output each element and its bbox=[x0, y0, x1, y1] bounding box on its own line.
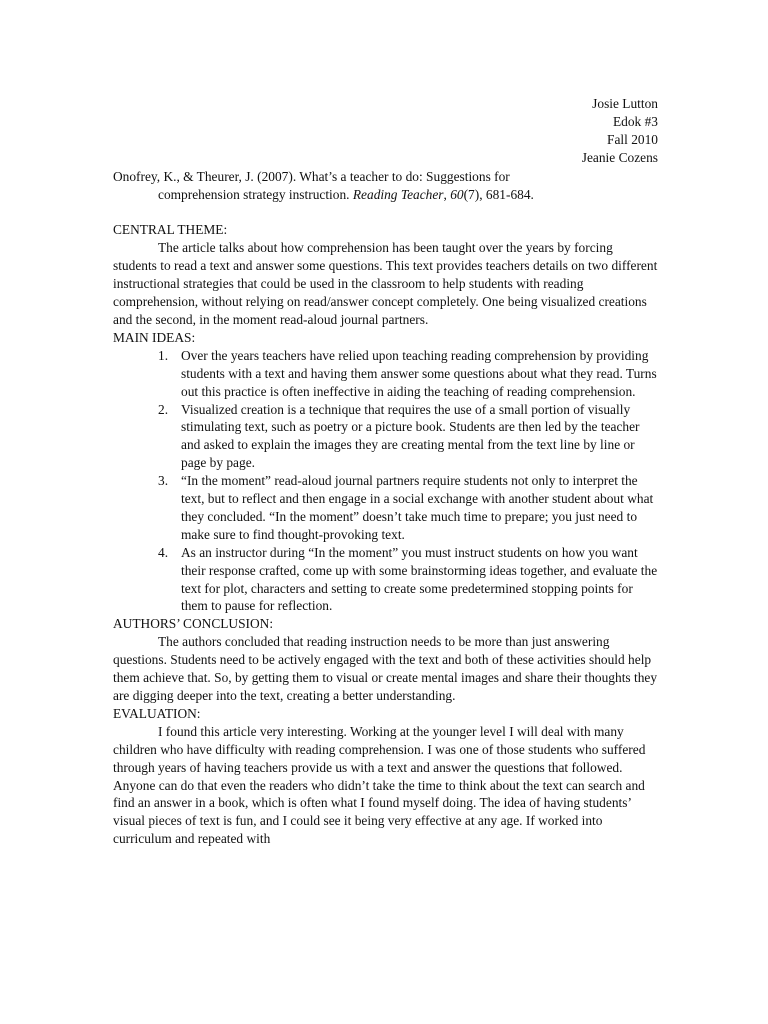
term-label: Fall 2010 bbox=[607, 131, 658, 147]
instructor-name: Jeanie Cozens bbox=[581, 149, 658, 165]
list-item-text: Visualized creation is a technique that requires the use of a small portion of visually stimulating text, such as poetry or a picture book. Students are then led by the teacher and asked to explain the images they are creating mental from the text line by line or page by page. bbox=[181, 401, 640, 471]
list-item bbox=[113, 347, 658, 401]
author-name: Josie Lutton bbox=[592, 96, 658, 111]
central-theme-paragraph: The article talks about how comprehension has been taught over the years by forcing students to read a text and answer some questions. This text provides teachers details on two different instructional strategies that could be used in the classroom to help students with reading comprehension, without relying on read/answer concept completely. One being visualized creations and the second, in the moment read-aloud journal partners. bbox=[113, 240, 658, 327]
author-header bbox=[113, 95, 658, 167]
citation bbox=[113, 168, 658, 204]
list-item-text: “In the moment” read-aloud journal partners require students not only to interpret the text, but to reflect and then engage in a social exchange with another student about what they concluded. “In the moment” doesn’t take much time to prepare; you just need to make sure to find thought-provoking text. bbox=[181, 473, 654, 542]
list-item bbox=[113, 544, 658, 616]
list-item-text: Over the years teachers have relied upon teaching reading comprehension by providing students with a text and having them answer some questions about what they read. Turns out this practice is often ineffective in aiding the teaching of reading comprehension. bbox=[181, 347, 657, 399]
blank-line bbox=[113, 203, 768, 221]
main-ideas-heading: MAIN IDEAS: bbox=[113, 329, 196, 345]
list-item bbox=[113, 472, 658, 544]
authors-conclusion-paragraph: The authors concluded that reading instruction needs to be more than just answering questions. Students need to be actively engaged with the text and both of these activities should help them achieve that. So, by getting them to visual or create mental images and share their thoughts they are digging deeper into the text, creating a better understanding. bbox=[113, 634, 658, 703]
citation-volume: 60 bbox=[450, 186, 464, 202]
evaluation-heading: EVALUATION: bbox=[113, 705, 201, 721]
list-item-number: 4. bbox=[158, 544, 169, 560]
central-theme-heading: CENTRAL THEME: bbox=[113, 222, 228, 238]
citation-title-end: comprehension strategy instruction. bbox=[158, 186, 353, 202]
citation-issue-pages: (7), 681-684. bbox=[463, 186, 534, 202]
assignment-label: Edok #3 bbox=[612, 113, 658, 129]
evaluation-paragraph: I found this article very interesting. Working at the younger level I will deal with many children who have difficulty with reading comprehension. I was one of those students who suffered through years of having teachers provide us with a text and answer the questions that followed. Anyone can do that even the readers who didn’t take the time to think about the text can search and find an answer in a book, which is often what I found myself doing. The idea of having students’ visual pieces of text is fun, and I could see it being very effective at any age. If worked into curriculum and repeated with bbox=[113, 723, 646, 847]
citation-journal: Reading Teacher bbox=[352, 186, 444, 202]
list-item-text: As an instructor during “In the moment” you must instruct students on how you want their response crafted, come up with some brainstorming ideas together, and evaluate the text for plot, characters and setting to create some predetermined stopping points for them to pause for reflection. bbox=[181, 544, 658, 614]
citation-line-1: Onofrey, K., & Theurer, J. (2007). What’s a teacher to do: Suggestions for bbox=[113, 168, 510, 184]
citation-line-2 bbox=[113, 186, 658, 204]
list-item bbox=[113, 401, 658, 473]
main-ideas-list bbox=[113, 347, 658, 616]
citation-separator: , bbox=[443, 186, 451, 202]
list-item-number: 2. bbox=[158, 401, 169, 417]
list-item-number: 3. bbox=[158, 473, 169, 489]
authors-conclusion-heading: AUTHORS’ CONCLUSION: bbox=[113, 616, 274, 632]
list-item-number: 1. bbox=[158, 347, 169, 363]
